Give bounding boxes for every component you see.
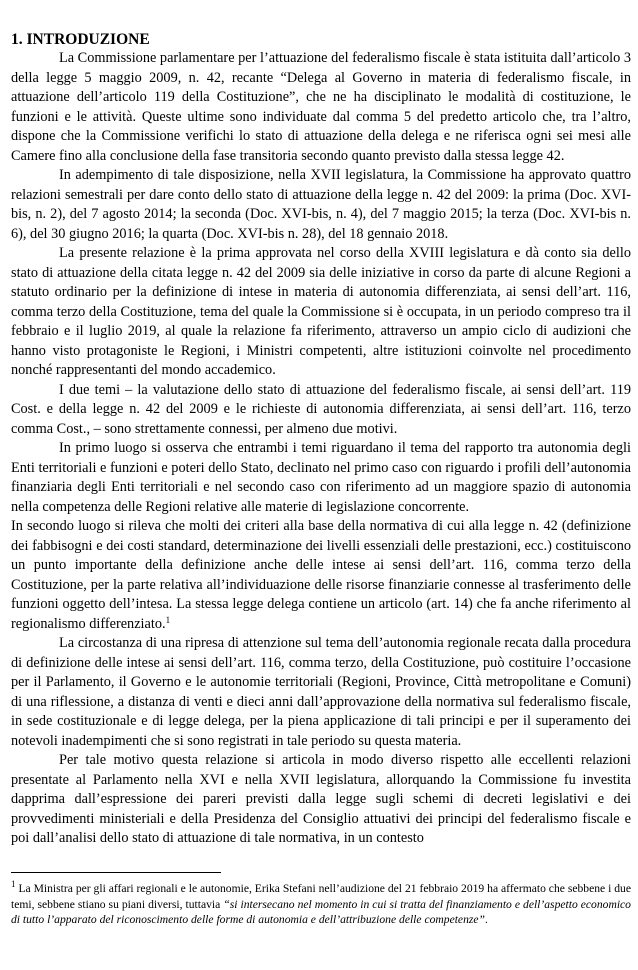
paragraph: In secondo luogo si rileva che molti dei criteri alla base della normativa di cui alla legge n. 42 (definizione dei fabbisogni e dei costi standard, determinazione dei livelli essenziali delle prestazioni, ecc.) costituiscono un punto importante della definizione anche delle intese ai sensi dell’art. 116, comma terzo della Costituzione, per la parte relativa all’individuazione delle risorse finanziarie connesse al trasferimento delle funzioni oggetto dell’intesa. La stessa legge delega contiene un articolo (art. 14) che fa anche riferimento al regionalismo differenziato.$^1$ <box>11 518 631 632</box>
paragraph: La Commissione parlamentare per l’attuazione del federalismo fiscale è stata istituita dall’articolo 3 della legge 5 maggio 2009, n. 42, recante “Delega al Governo in materia di federalismo fiscale, in attuazione dell’articolo 119 della Costituzione”, che ne ha disciplinato le modalità di costituzione, le funzioni e le attività. Queste ultime sono individuate dal comma 5 del predetto articolo che, tra l’altro, dispone che la Commissione verifichi lo stato di attuazione della delega e ne riferisca ogni sei mesi alle Camere fino alla conclusione della fase transitoria secondo quanto previsto dalla stessa legge 42. <box>11 50 631 164</box>
paragraph: La circostanza di una ripresa di attenzione sul tema dell’autonomia regionale recata dalla procedura di definizione delle intese ai sensi dell’art. 116, comma terzo, della Costituzione, può costituire l’occasione per il Parlamento, il Governo e le autonomie territoriali (Regioni, Province, Città metropolitane e Comuni) di una riflessione, a distanza di venti e dieci anni dall’approvazione della normativa sul federalismo fiscale, in sede costituzionale e di legge delega, per la piena applicazione di tali principi e per il superamento dei notevoli inadempimenti che si sono registrati in tale periodo su questa materia. <box>11 635 631 749</box>
paragraph: Per tale motivo questa relazione si articola in modo diverso rispetto alle eccellenti relazioni presentate al Parlamento nella XVI e nella XVII legislatura, allorquando la Commissione fu investita dapprima dall’espressione dei pareri previsti dalla legge sugli schemi di decreti legislativi e dei provvedimenti ministeriali e della Presidenza del Consiglio attuativi dei principi del federalismo fiscale e poi dall’analisi dello stato di attuazione di tale normativa, in un contesto <box>11 752 631 846</box>
body-text <box>11 49 631 849</box>
footnote <box>11 881 631 928</box>
paragraph: I due temi – la valutazione dello stato di attuazione del federalismo fiscale, ai sensi dell’art. 119 Cost. e della legge n. 42 del 2009 e le richieste di autonomia differenziata, ai sensi dell’art. 116, terzo comma Cost., – sono strettamente connessi, per almeno due motivi. <box>11 381 631 437</box>
paragraph: In adempimento di tale disposizione, nella XVII legislatura, la Commissione ha approvato quattro relazioni semestrali per dare conto dello stato di attuazione della legge n. 42 del 2009: la prima (Doc. XVI-bis, n. 2), del 7 agosto 2014; la seconda (Doc. XVI-bis, n. 4), del 7 maggio 2015; la terza (Doc. XVI-bis n. 6), del 30 giugno 2016; la quarta (Doc. XVI-bis n. 28), del 18 gennaio 2018. <box>11 167 631 242</box>
footnote-text: La Ministra per gli affari regionali e le autonomie, Erika Stefani nell’audizione del 21 febbraio 2019 ha affermato che sebbene i due temi, sebbene stiano su piani diversi, tuttavia <box>11 882 631 911</box>
footnote-quote: “si intersecano nel momento in cui si tratta del finanziamento e dell’aspetto economico di tutto l’apparato del riconoscimento delle forme di autonomia e dell’attribuzione delle competenze” <box>11 897 631 926</box>
section-heading: 1. INTRODUZIONE <box>11 31 150 48</box>
paragraph: La presente relazione è la prima approvata nel corso della XVIII legislatura e dà conto sia dello stato di attuazione della citata legge n. 42 del 2009 sia delle iniziative in corso da parte di alcune Regioni a statuto ordinario per la definizione di intese in materia di autonomia differenziata, ai sensi dell’art. 116, comma terzo della Costituzione, tema del quale la Commissione si è occupata, in un periodo compreso tra il febbraio e il luglio 2019, al quale la relazione fa riferimento, attraverso un ampio ciclo di audizioni che hanno visto protagoniste le Regioni, i Ministri competenti, altre istituzioni coinvolte nel procedimento nonché rappresentanti del mondo accademico. <box>11 245 631 378</box>
paragraph: In primo luogo si osserva che entrambi i temi riguardano il tema del rapporto tra autonomia degli Enti territoriali e funzioni e poteri dello Stato, declinato nel primo caso con riguardo i profili dell’autonomia finanziaria degli Enti territoriali e nel secondo caso con riferimento ad un maggiore spazio di autonomia nella competenza delle Regioni relative alle materie di legislazione concorrente. <box>11 440 631 515</box>
footnote-reference[interactable]: 1 <box>165 614 171 625</box>
footnote-number: 1 <box>11 879 16 889</box>
footnote-separator <box>11 872 221 873</box>
footnote-tail: . <box>484 913 488 926</box>
